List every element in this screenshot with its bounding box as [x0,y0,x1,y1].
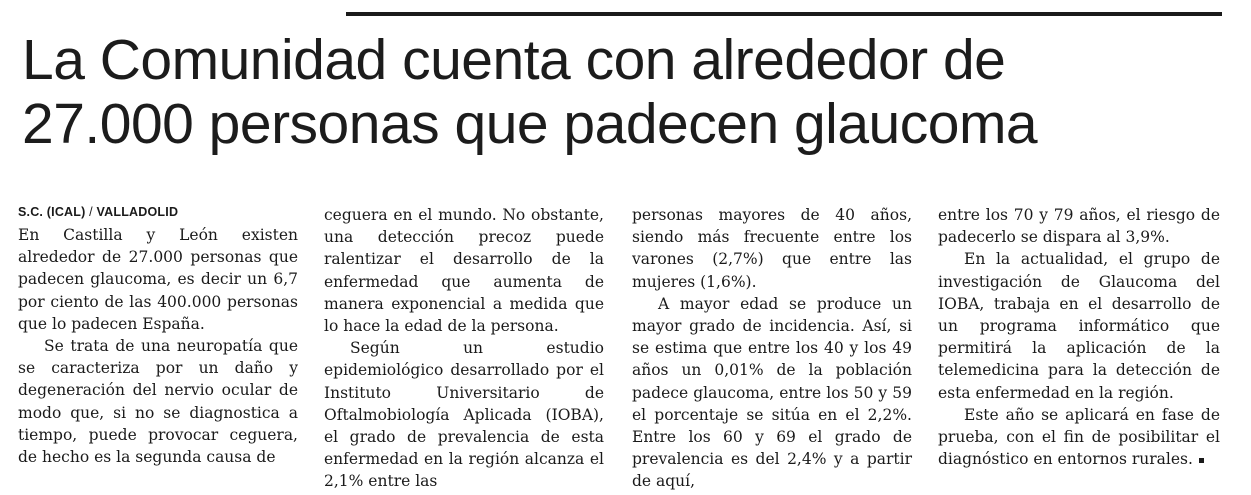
paragraph: ceguera en el mundo. No obstante, una detección precoz puede ralentizar el desarrollo de la enfermedad que aumenta de manera exponencial a medida que lo hace la edad de la persona. [324,206,604,336]
article-column-1 [18,202,298,468]
end-of-article-mark [1199,458,1204,463]
byline [18,202,298,222]
paragraph: personas mayores de 40 años, siendo más frecuente entre los varones (2,7%) que entre las mujeres (1,6%). [632,206,912,291]
byline-separator: / [89,205,93,219]
article-column-2 [324,204,604,493]
article-column-4 [938,204,1220,470]
paragraph-final-text: Este año se aplicará en fase de prueba, con el fin de posibilitar el diagnóstico en entornos rurales. [938,405,1220,469]
paragraph: En la actualidad, el grupo de investigación de Glaucoma del IOBA, trabaja en el desarrollo de un programa informático que permitirá la aplicación de la telemedicina para la detección de esta enfermedad en la región. [938,250,1220,402]
article-column-3 [632,204,912,493]
paragraph: En Castilla y León existen alrededor de 27.000 personas que padecen glaucoma, es decir un 6,7 por ciento de las 400.000 personas que lo padecen España. [18,226,298,333]
paragraph-final [938,404,1220,471]
headline-line-1: La Comunidad cuenta con alrededor de [22,28,1006,92]
paragraph: entre los 70 y 79 años, el riesgo de padecerlo se dispara al 3,9%. [938,206,1220,247]
byline-source: S.C. (ICAL) [18,205,86,219]
headline-line-2: 27.000 personas que padecen glaucoma [22,92,1038,156]
paragraph: Se trata de una neuropatía que se caracteriza por un daño y degeneración del nervio ocular de modo que, si no se diagnostica a tiempo, puede provocar ceguera, de hecho es la segunda causa de [18,337,298,467]
headline [22,28,1237,156]
paragraph: Según un estudio epidemiológico desarrollado por el Instituto Universitario de Oftalmobiología Aplicada (IOBA), el grado de prevalencia de esta enfermedad en la región alcanza el 2,1% entre las [324,339,604,491]
byline-location: VALLADOLID [96,205,179,219]
paragraph: A mayor edad se produce un mayor grado de incidencia. Así, si se estima que entre los 40 y los 49 años un 0,01% de la población padece glaucoma, entre los 50 y 59 el porcentaje se sitúa en el 2,2%. Entre los 60 y 69 el grado de prevalencia es del 2,4% y a partir de aquí, [632,294,912,491]
top-rule [346,12,1222,16]
